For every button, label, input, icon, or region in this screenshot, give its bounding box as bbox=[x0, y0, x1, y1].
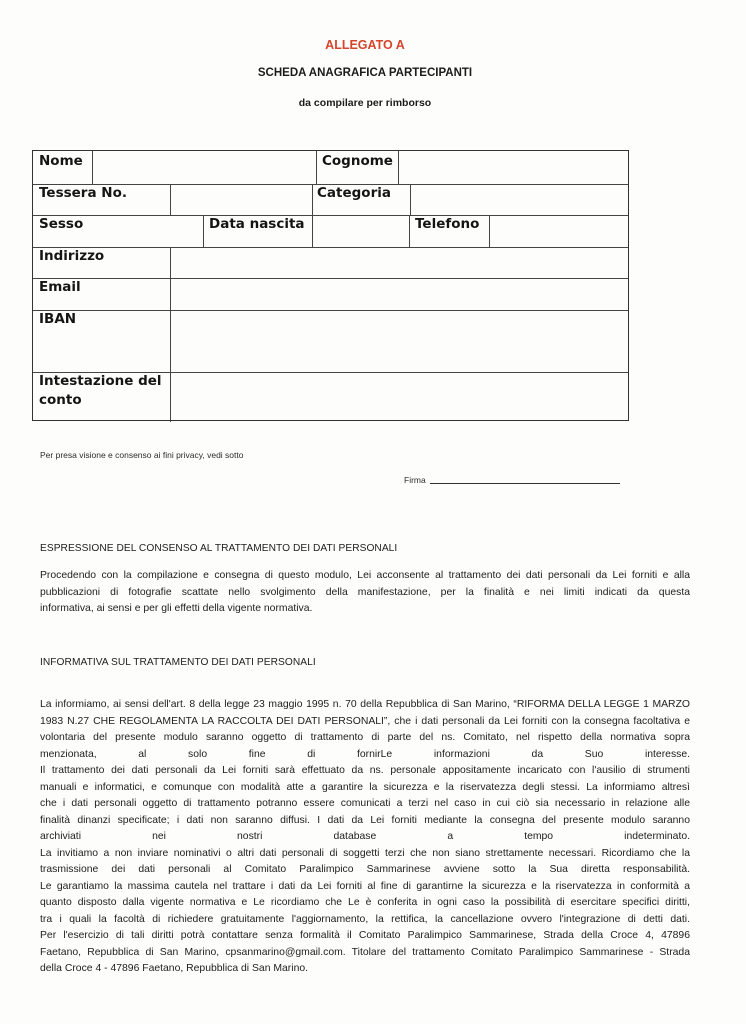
email-label: Email bbox=[39, 279, 81, 295]
data-nascita-field[interactable] bbox=[313, 216, 409, 247]
informativa-line: 1983 N.27 CHE REGOLAMENTA LA RACCOLTA DEI DATI PERSONALI”, che i dati personali da Lei forniti con la consegna facoltativa e bbox=[40, 715, 690, 727]
informativa-line: Faetano, Repubblica di San Marino, cpsanmarino@gmail.com. Titolare del trattamento Comitato Paralimpico Sammarinese - Strada bbox=[40, 946, 690, 958]
nome-field[interactable] bbox=[93, 151, 316, 184]
informativa-line: finalità dinanzi specificate; i dati non saranno diffusi. I dati da Lei forniti mediante la consegna del presente modulo saranno bbox=[40, 814, 690, 826]
intestazione-label-line1: Intestazione del bbox=[39, 373, 162, 389]
informativa-line: archiviati nei nostri database a tempo indeterminato. bbox=[40, 831, 690, 842]
iban-field[interactable] bbox=[171, 311, 628, 372]
telefono-field[interactable] bbox=[490, 216, 628, 247]
allegato-title: ALLEGATO A bbox=[325, 38, 405, 52]
informativa-line: Le garantiamo la massima cautela nel trattare i dati da Lei forniti al fine di garantirne la sicurezza e la riservatezza in conformità a bbox=[40, 880, 690, 892]
iban-label: IBAN bbox=[39, 311, 77, 327]
intestazione-label-line2: conto bbox=[39, 392, 82, 408]
informativa-line: che i dati personali oggetto di trattamento potranno essere comunicati a terzi nel caso in cui ciò sia necessario in relazione alle bbox=[40, 798, 690, 809]
categoria-label: Categoria bbox=[317, 185, 391, 201]
signature-line[interactable] bbox=[430, 483, 620, 484]
consenso-line: Procedendo con la compilazione e consegna di questo modulo, Lei acconsente al trattamento dei dati personali da Lei forniti e alla bbox=[40, 570, 690, 581]
informativa-line: Il trattamento dei dati personali da Lei forniti sarà effettuato da ns. personale appositamente incaricato con l'ausilio di strumenti bbox=[40, 765, 690, 776]
informativa-line: volontaria del presente modulo saranno oggetto di trattamento di parte del ns. Comitato, nel rispetto della normativa sopra bbox=[40, 732, 690, 743]
informativa-line: tra i quali la facoltà di richiedere gratuitamente l'aggiornamento, la rettifica, la cancellazione ovvero l'integrazione di detti dati. bbox=[40, 913, 690, 925]
col-divider bbox=[409, 215, 410, 247]
consenso-title: ESPRESSIONE DEL CONSENSO AL TRATTAMENTO DEI DATI PERSONALI bbox=[40, 543, 398, 554]
consenso-paragraph bbox=[40, 568, 690, 618]
col-divider bbox=[316, 151, 317, 184]
sesso-label: Sesso bbox=[39, 216, 84, 232]
consenso-line: informativa, ai sensi e per gli effetti della vigente normativa. bbox=[40, 603, 313, 614]
privacy-note: Per presa visione e consenso ai fini privacy, vedi sotto bbox=[40, 450, 244, 460]
informativa-line: manuali e informatici, e comunque con modalità atte a garantire la sicurezza e la riservatezza degli stessi. La informiamo altresì bbox=[40, 781, 690, 793]
scheda-title: SCHEDA ANAGRAFICA PARTECIPANTI bbox=[257, 67, 473, 79]
intestazione-field[interactable] bbox=[171, 373, 628, 420]
cognome-label: Cognome bbox=[322, 153, 393, 169]
col-divider bbox=[203, 215, 204, 247]
col-divider bbox=[312, 184, 313, 215]
informativa-line: trasmissione dei dati personali al Comitato Paralimpico Sammarinese avviene sotto la Sua diretta responsabilità. bbox=[40, 864, 690, 875]
informativa-line: menzionata, al solo fine di fornirLe informazioni da Suo interesse. bbox=[40, 748, 690, 760]
registration-form-table bbox=[32, 150, 629, 421]
tessera-field[interactable] bbox=[171, 185, 312, 215]
indirizzo-field[interactable] bbox=[171, 248, 628, 278]
consenso-line: pubblicazioni di fotografie scattate nello svolgimento della manifestazione, per la finalità e nei limiti indicati da questa bbox=[40, 586, 690, 598]
categoria-field[interactable] bbox=[411, 185, 628, 215]
tessera-label: Tessera No. bbox=[39, 185, 127, 201]
firma-label: Firma bbox=[404, 475, 426, 485]
informativa-paragraph bbox=[40, 697, 690, 978]
informativa-line: della Croce 4 - 47896 Faetano, Repubblica di San Marino. bbox=[40, 963, 309, 974]
informativa-title: INFORMATIVA SUL TRATTAMENTO DEI DATI PERSONALI bbox=[40, 657, 316, 668]
indirizzo-label: Indirizzo bbox=[39, 248, 105, 264]
informativa-line: quanto disposto dalla vigente normativa e Le ricordiamo che Le è conferita in ogni caso la possibilità di esercitare specifici diritti, bbox=[40, 897, 690, 908]
telefono-label: Telefono bbox=[415, 216, 480, 232]
cognome-field[interactable] bbox=[399, 151, 628, 184]
informativa-line: La informiamo, ai sensi dell'art. 8 della legge 23 maggio 1995 n. 70 della Repubblica di San Marino, “RIFORMA DELLA LEGGE 1 MARZO bbox=[40, 699, 690, 710]
sesso-field[interactable] bbox=[33, 231, 203, 247]
compilare-subtitle: da compilare per rimborso bbox=[298, 97, 432, 109]
informativa-line: La invitiamo a non inviare nominativi o altri dati personali di soggetti terzi che non siano strettamente necessari. Ricordiamo che la bbox=[40, 847, 690, 859]
informativa-line: Per l'esercizio di tali diritti potrà contattare senza formalità il Comitato Paralimpico Sammarinese, Strada della Croce 4, 47896 bbox=[40, 930, 690, 941]
nome-label: Nome bbox=[39, 153, 83, 169]
data-nascita-label: Data nascita bbox=[209, 216, 305, 232]
email-field[interactable] bbox=[171, 279, 628, 310]
